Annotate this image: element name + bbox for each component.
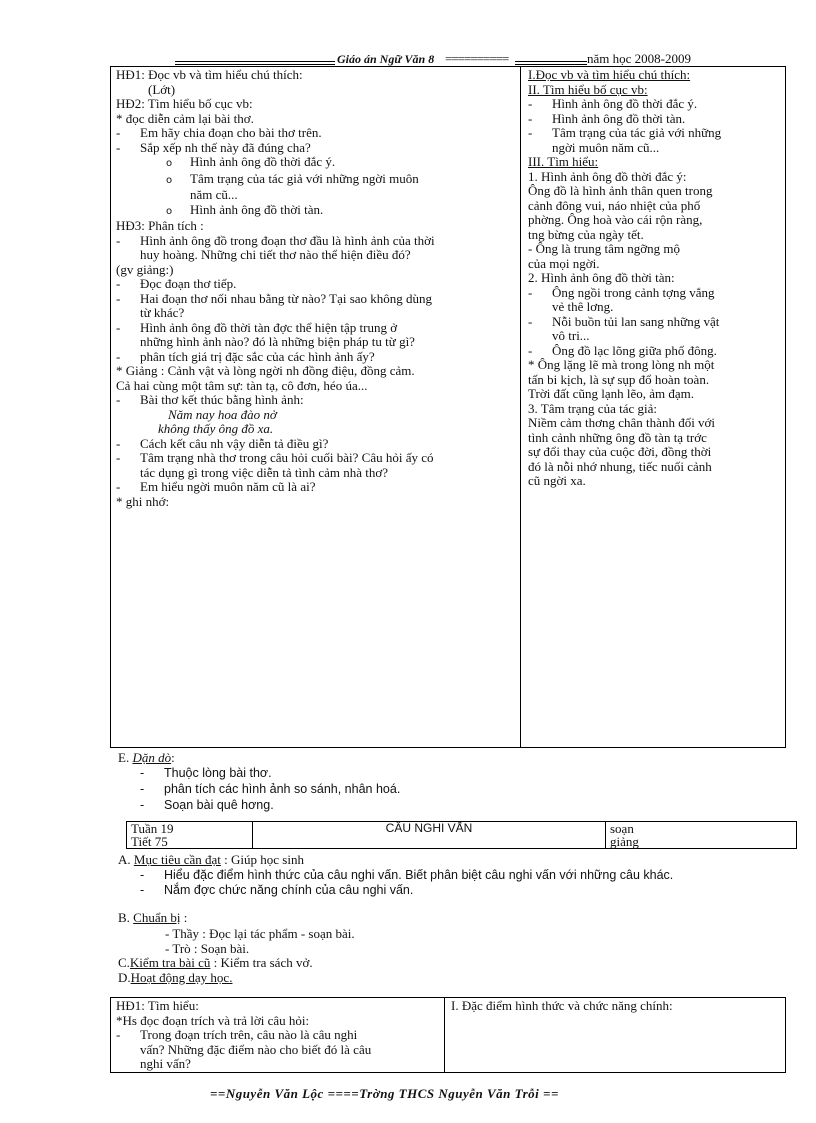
text-line: * ghi nhớ:: [116, 493, 170, 509]
text-line: - Bài thơ kết thúc bằng hình ảnh:: [116, 392, 304, 407]
text-line: vẻ thê lơng.: [552, 299, 614, 314]
text-line: - Sắp xếp nh thế này đã đúng cha?: [116, 139, 311, 155]
text-line: không thấy ông đồ xa.: [158, 421, 274, 436]
lesson-title: CÂU NGHI VẤN: [253, 822, 606, 849]
lesson-schedule-cell: [606, 822, 797, 849]
text-line: o Tâm trạng của tác giả với những ngời muôn: [166, 170, 419, 186]
list-item: - Thuộc lòng bài thơ.: [140, 766, 272, 780]
section-c-heading: C.Kiểm tra bài cũ : Kiểm tra sách vở.: [118, 955, 313, 970]
text-line: tấn bi kịch, là sự sụp đổ hoàn toàn.: [528, 371, 710, 387]
header-title: Giáo án Ngữ Văn 8: [337, 52, 435, 66]
activity-question-cont: vấn? Những đặc điểm nào cho biết đó là câu: [140, 1041, 372, 1057]
text-line: 2. Hình ảnh ông đồ thời tàn:: [528, 270, 675, 285]
activity-table-divider: [444, 997, 445, 1073]
main-right-column: [528, 68, 780, 489]
section-e-heading: E. Dặn dò:: [118, 750, 175, 765]
header-year: năm học 2008-2009: [587, 51, 691, 66]
text-line: - Tâm trạng nhà thơ trong câu hỏi cuối bài? Câu hỏi ấy có: [116, 450, 434, 465]
text-line: * Ông lặng lẽ mà trong lòng nh một: [528, 357, 715, 372]
text-line: đó là nỗi nhớ nhung, tiếc nuối cảnh: [528, 458, 712, 474]
lesson-week: Tuần 19: [131, 821, 174, 836]
text-line: - Nỗi buồn tủi lan sang những vật: [528, 313, 720, 329]
section-b-heading: B. Chuẩn bị :: [118, 910, 188, 925]
section-d-heading: D.Hoạt động dạy học.: [118, 970, 233, 985]
list-item: - phân tích các hình ảnh so sánh, nhân hoá.: [140, 782, 401, 796]
text-line: II. Tìm hiểu bố cục vb:: [528, 81, 648, 97]
text-line: - Hình ảnh ông đồ thời tàn.: [528, 110, 686, 126]
text-line: Trời đất cũng lạnh lẽo, ảm đạm.: [528, 386, 694, 401]
text-line: - Hình ảnh ông đồ trong đoạn thơ đầu là hình ảnh của thời: [116, 232, 435, 248]
lesson-week-cell: [127, 822, 253, 849]
activity-left: [116, 999, 438, 1072]
text-line: phờng. Ông hoà vào cái rộn ràng,: [528, 212, 703, 227]
text-line: Ông đồ là hình ảnh thân quen trong: [528, 183, 713, 198]
text-line: * Giảng : Cảnh vật và lòng ngời nh đồng điệu, đồng cảm.: [116, 363, 415, 378]
text-line: sự đổi thay của cuộc đời, đồng thời: [528, 444, 712, 459]
text-line: - Hình ảnh ông đồ thời đắc ý.: [528, 96, 698, 111]
text-line: HĐ1: Đọc vb và tìm hiểu chú thích:: [116, 67, 303, 82]
text-line: Cả hai cùng một tâm sự: tàn tạ, cô đơn, héo úa...: [116, 377, 368, 393]
text-line: ngời muôn năm cũ...: [552, 139, 660, 155]
text-line: HĐ3: Phân tích :: [116, 218, 204, 233]
text-line: o Hình ảnh ông đồ thời tàn.: [166, 201, 324, 217]
section-b-teacher: - Thầy : Đọc lại tác phẩm - soạn bài.: [165, 926, 355, 941]
text-line: - Tâm trạng của tác giả với những: [528, 125, 722, 140]
lesson-taught-label: giảng: [610, 834, 639, 849]
page-footer: ==Nguyễn Văn Lộc ====Trờng THCS Nguyễn Văn Trỗi ==: [210, 1086, 559, 1101]
text-line: tác dụng gì trong việc diễn tả tình cảm nhà thơ?: [140, 464, 389, 480]
text-line: từ khác?: [140, 305, 185, 320]
text-line: (Lớt): [148, 81, 176, 97]
section-a-heading: A. Mục tiêu cần đạt : Giúp học sinh: [118, 852, 304, 867]
text-line: - Ông đồ lạc lõng giữa phố đông.: [528, 342, 717, 358]
text-line: III. Tìm hiểu:: [528, 154, 599, 169]
text-line: huy hoàng. Những chi tiết thơ nào thể hiện điều đó?: [140, 247, 411, 262]
text-line: 3. Tâm trạng của tác giả:: [528, 400, 657, 416]
section-b-student: - Trò : Soạn bài.: [165, 941, 250, 956]
text-line: HĐ2: Tìm hiểu bố cục vb:: [116, 96, 253, 111]
text-line: cảnh đông vui, náo nhiệt của phố: [528, 197, 701, 213]
text-line: năm cũ...: [190, 187, 238, 202]
text-line: - Ông là trung tâm ngỡng mộ: [528, 241, 681, 256]
activity-right: I. Đặc điểm hình thức và chức năng chính:: [451, 998, 673, 1013]
activity-instruction: *Hs đọc đoạn trích và trả lời câu hỏi:: [116, 1012, 310, 1028]
main-table-divider: [520, 66, 521, 748]
main-left-column: [116, 68, 518, 509]
text-line: - Em hãy chia đoạn cho bài thơ trên.: [116, 125, 322, 140]
text-line: * đọc diễn cảm lại bài thơ.: [116, 110, 254, 126]
lesson-prepared-label: soạn: [610, 821, 634, 836]
text-line: vô tri...: [552, 328, 590, 343]
text-line: - Đọc đoạn thơ tiếp.: [116, 276, 237, 291]
text-line: - phân tích giá trị đặc sắc của các hình ảnh ấy?: [116, 348, 375, 364]
text-line: - Hai đoạn thơ nối nhau bằng từ nào? Tại sao không dùng: [116, 290, 433, 306]
text-line: cũ ngời xa.: [528, 473, 586, 488]
list-item: - Hiểu đặc điểm hình thức của câu nghi vấn. Biết phân biệt câu nghi vấn với những câu khác.: [140, 868, 674, 882]
list-item: - Nắm đợc chức năng chính của câu nghi vấn.: [140, 883, 414, 897]
text-line: tng bừng của ngày tết.: [528, 226, 644, 242]
text-line: o Hình ảnh ông đồ thời đắc ý.: [166, 154, 336, 169]
text-line: Năm nay hoa đào nở: [168, 406, 277, 422]
text-line: (gv giảng:): [116, 261, 174, 277]
text-line: - Hình ảnh ông đồ thời tàn đợc thể hiện tập trung ở: [116, 319, 398, 335]
text-line: - Cách kết câu nh vậy diễn tả điều gì?: [116, 435, 329, 451]
list-item: - Soạn bài quê hơng.: [140, 798, 274, 812]
text-line: I.Đọc vb và tìm hiểu chú thích:: [528, 67, 691, 82]
activity-heading: HĐ1: Tìm hiểu:: [116, 998, 199, 1013]
text-line: 1. Hình ảnh ông đồ thời đắc ý:: [528, 168, 687, 184]
lesson-period: Tiết 75: [131, 834, 168, 849]
lesson-table: [126, 821, 797, 849]
text-line: những hình ảnh nào? đó là những biện pháp tu từ gì?: [140, 334, 415, 349]
text-line: - Ông ngồi trong cảnh tợng vắng: [528, 284, 715, 300]
activity-question: - Trong đoạn trích trên, câu nào là câu nghi: [116, 1027, 358, 1042]
section-a-list: [140, 868, 673, 898]
text-line: - Em hiểu ngời muôn năm cũ là ai?: [116, 479, 316, 494]
activity-question-cont: nghi vấn?: [140, 1056, 191, 1071]
text-line: tình cảnh những ông đồ tàn tạ trớc: [528, 429, 707, 445]
text-line: của mọi ngời.: [528, 255, 600, 271]
text-line: Niềm cảm thơng chân thành đối với: [528, 415, 716, 430]
section-e-list: [140, 765, 400, 813]
header-separator: ==========: [445, 51, 509, 66]
